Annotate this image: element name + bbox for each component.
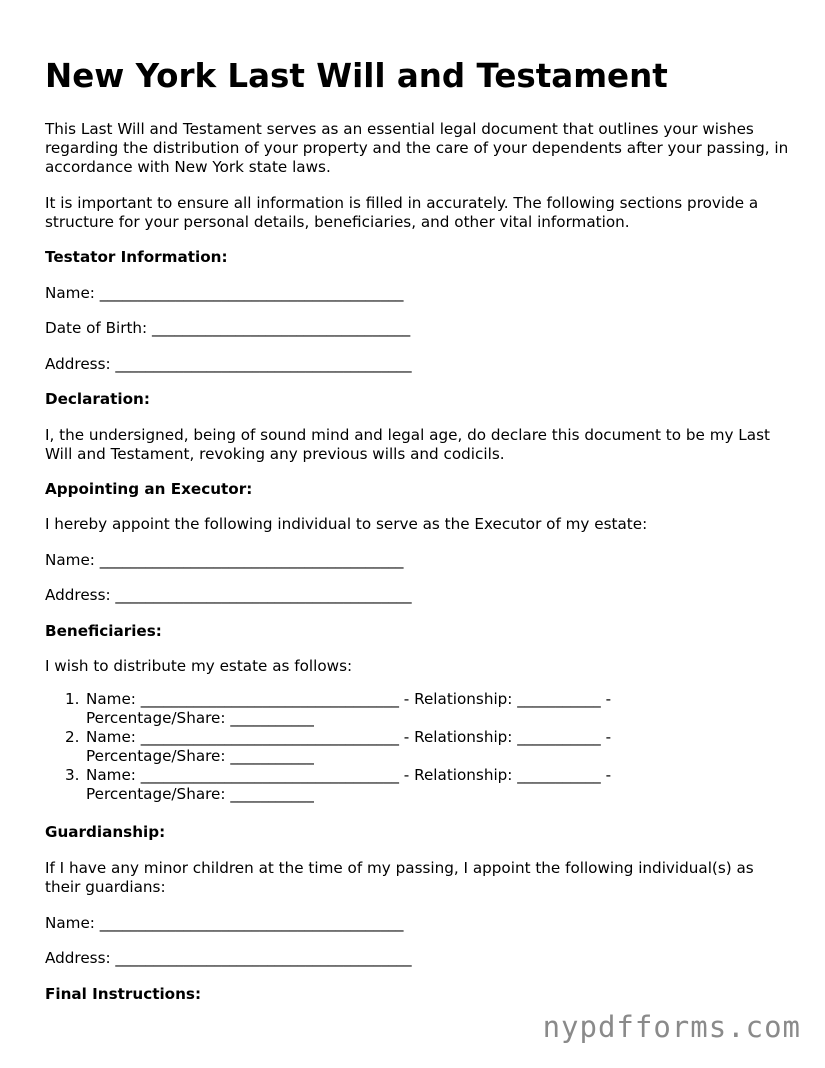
testator-dob-field[interactable]: Date of Birth: __________________________________ [45, 319, 411, 337]
executor-name-field[interactable]: Name: ________________________________________ [45, 551, 404, 569]
executor-address-field[interactable]: Address: _______________________________________ [45, 586, 412, 604]
beneficiary-line[interactable]: Name: __________________________________ - Relationship: ___________ - Percentage/Share: ___________ [86, 728, 612, 765]
executor-heading: Appointing an Executor: [45, 480, 253, 498]
declaration-text: I, the undersigned, being of sound mind and legal age, do declare this document to be my Last Will and Testament, revoking any previous wills and codicils. [45, 426, 770, 463]
guardianship-heading: Guardianship: [45, 823, 166, 841]
beneficiary-item[interactable] [45, 766, 726, 804]
list-number: 1. [65, 690, 80, 708]
testator-name-field[interactable]: Name: ________________________________________ [45, 284, 404, 302]
intro-paragraph-2: It is important to ensure all information is filled in accurately. The following sections provide a structure for your personal details, beneficiaries, and other vital information. [45, 194, 759, 231]
list-number: 2. [65, 728, 80, 746]
document-title: New York Last Will and Testament [45, 57, 668, 95]
guardian-name-field[interactable]: Name: ________________________________________ [45, 914, 404, 932]
testator-address-field[interactable]: Address: _______________________________________ [45, 355, 412, 373]
watermark-logo: nypdfforms.com [542, 1010, 801, 1044]
beneficiaries-heading: Beneficiaries: [45, 622, 162, 640]
final-instructions-heading: Final Instructions: [45, 985, 202, 1003]
beneficiary-item[interactable] [45, 728, 726, 766]
beneficiary-line[interactable]: Name: __________________________________ - Relationship: ___________ - Percentage/Share: ___________ [86, 690, 612, 727]
beneficiary-item[interactable] [45, 690, 726, 728]
guardian-address-field[interactable]: Address: _______________________________________ [45, 949, 412, 967]
list-number: 3. [65, 766, 80, 784]
executor-text: I hereby appoint the following individual to serve as the Executor of my estate: [45, 515, 648, 533]
beneficiary-line[interactable]: Name: __________________________________ - Relationship: ___________ - Percentage/Share: ___________ [86, 766, 612, 803]
guardianship-text: If I have any minor children at the time of my passing, I appoint the following individual(s) as their guardians: [45, 859, 754, 896]
beneficiaries-list [45, 690, 726, 804]
intro-paragraph-1: This Last Will and Testament serves as an essential legal document that outlines your wishes regarding the distribution of your property and the care of your dependents after your passing, in accordance with New York state laws. [45, 120, 789, 176]
declaration-heading: Declaration: [45, 390, 150, 408]
beneficiaries-text: I wish to distribute my estate as follows: [45, 657, 353, 675]
testator-heading: Testator Information: [45, 248, 228, 266]
